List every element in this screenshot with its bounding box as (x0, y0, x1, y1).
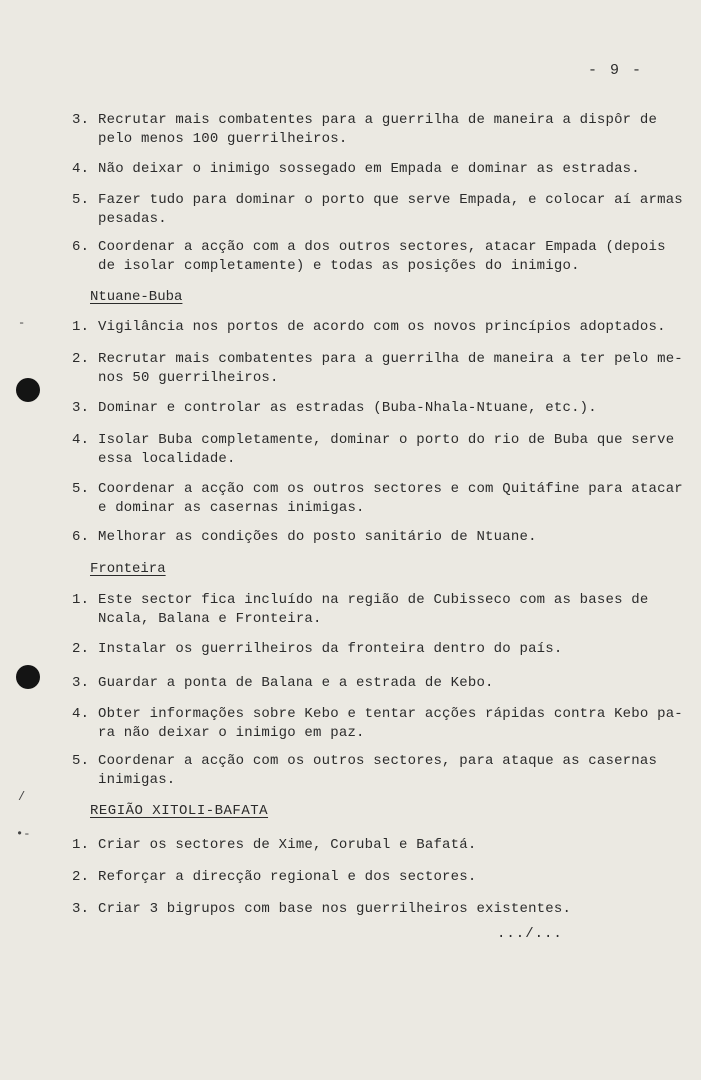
item-number: 5. (72, 192, 90, 208)
item-number: 1. (72, 319, 90, 335)
item-text: Reforçar a direcção regional e dos sectores. (98, 869, 477, 885)
list-item (72, 191, 684, 229)
section-heading-fronteira: Fronteira (90, 561, 166, 577)
item-number: 3. (72, 675, 90, 691)
item-number: 6. (72, 239, 90, 255)
list-item (72, 900, 684, 919)
item-text: Criar os sectores de Xime, Corubal e Bafatá. (98, 837, 477, 853)
item-text: Recrutar mais combatentes para a guerrilha de maneira a ter pelo me- nos 50 guerrilheiros. (98, 351, 683, 386)
section-heading-ntuane-buba: Ntuane-Buba (90, 289, 183, 305)
item-number: 1. (72, 837, 90, 853)
item-text: Coordenar a acção com os outros sectores e com Quitáfine para atacar e dominar as casernas inimigas. (98, 481, 683, 516)
list-item (72, 640, 684, 659)
item-number: 5. (72, 753, 90, 769)
item-number: 2. (72, 351, 90, 367)
item-number: 6. (72, 529, 90, 545)
page-number: - 9 - (588, 62, 644, 79)
scan-speck: •- (16, 827, 31, 841)
item-text: Dominar e controlar as estradas (Buba-Nhala-Ntuane, etc.). (98, 400, 597, 416)
item-text: Instalar os guerrilheiros da fronteira dentro do país. (98, 641, 563, 657)
item-number: 3. (72, 112, 90, 128)
list-item (72, 591, 684, 629)
item-text: Isolar Buba completamente, dominar o porto do rio de Buba que serve essa localidade. (98, 432, 675, 467)
scan-speck: / (18, 790, 26, 804)
item-text: Este sector fica incluído na região de Cubisseco com as bases de Ncala, Balana e Fronteira. (98, 592, 649, 627)
list-item (72, 868, 684, 887)
item-number: 1. (72, 592, 90, 608)
item-number: 4. (72, 432, 90, 448)
item-text: Vigilância nos portos de acordo com os novos princípios adoptados. (98, 319, 666, 335)
list-item (72, 480, 684, 518)
item-text: Guardar a ponta de Balana e a estrada de Kebo. (98, 675, 494, 691)
list-item (72, 350, 684, 388)
list-item (72, 752, 684, 790)
item-text: Coordenar a acção com a dos outros sectores, atacar Empada (depois de isolar completamente) e todas as posições do inimigo. (98, 239, 666, 274)
list-item (72, 238, 684, 276)
punch-hole (16, 378, 40, 402)
item-text: Fazer tudo para dominar o porto que serve Empada, e colocar aí armas pesadas. (98, 192, 683, 227)
list-item (72, 160, 684, 179)
list-item (72, 836, 684, 855)
item-number: 5. (72, 481, 90, 497)
list-item (72, 399, 684, 418)
item-number: 3. (72, 400, 90, 416)
list-item (72, 705, 684, 743)
item-text: Recrutar mais combatentes para a guerrilha de maneira a dispôr de pelo menos 100 guerrilheiros. (98, 112, 658, 147)
list-item (72, 111, 684, 149)
list-item (72, 431, 684, 469)
list-item (72, 674, 684, 693)
punch-hole (16, 665, 40, 689)
item-number: 3. (72, 901, 90, 917)
item-number: 4. (72, 706, 90, 722)
item-text: Criar 3 bigrupos com base nos guerrilheiros existentes. (98, 901, 572, 917)
list-item (72, 318, 684, 337)
continuation-mark: .../... (497, 926, 563, 942)
item-text: Não deixar o inimigo sossegado em Empada e dominar as estradas. (98, 161, 640, 177)
item-text: Melhorar as condições do posto sanitário de Ntuane. (98, 529, 537, 545)
item-text: Coordenar a acção com os outros sectores, para ataque as casernas inimigas. (98, 753, 658, 788)
item-text: Obter informações sobre Kebo e tentar acções rápidas contra Kebo pa- ra não deixar o inimigo em paz. (98, 706, 683, 741)
section-heading-xitoli-bafata: REGIÃO XITOLI-BAFATA (90, 803, 269, 819)
item-number: 2. (72, 641, 90, 657)
list-item (72, 528, 684, 547)
scan-speck: - (18, 316, 26, 330)
item-number: 4. (72, 161, 90, 177)
item-number: 2. (72, 869, 90, 885)
